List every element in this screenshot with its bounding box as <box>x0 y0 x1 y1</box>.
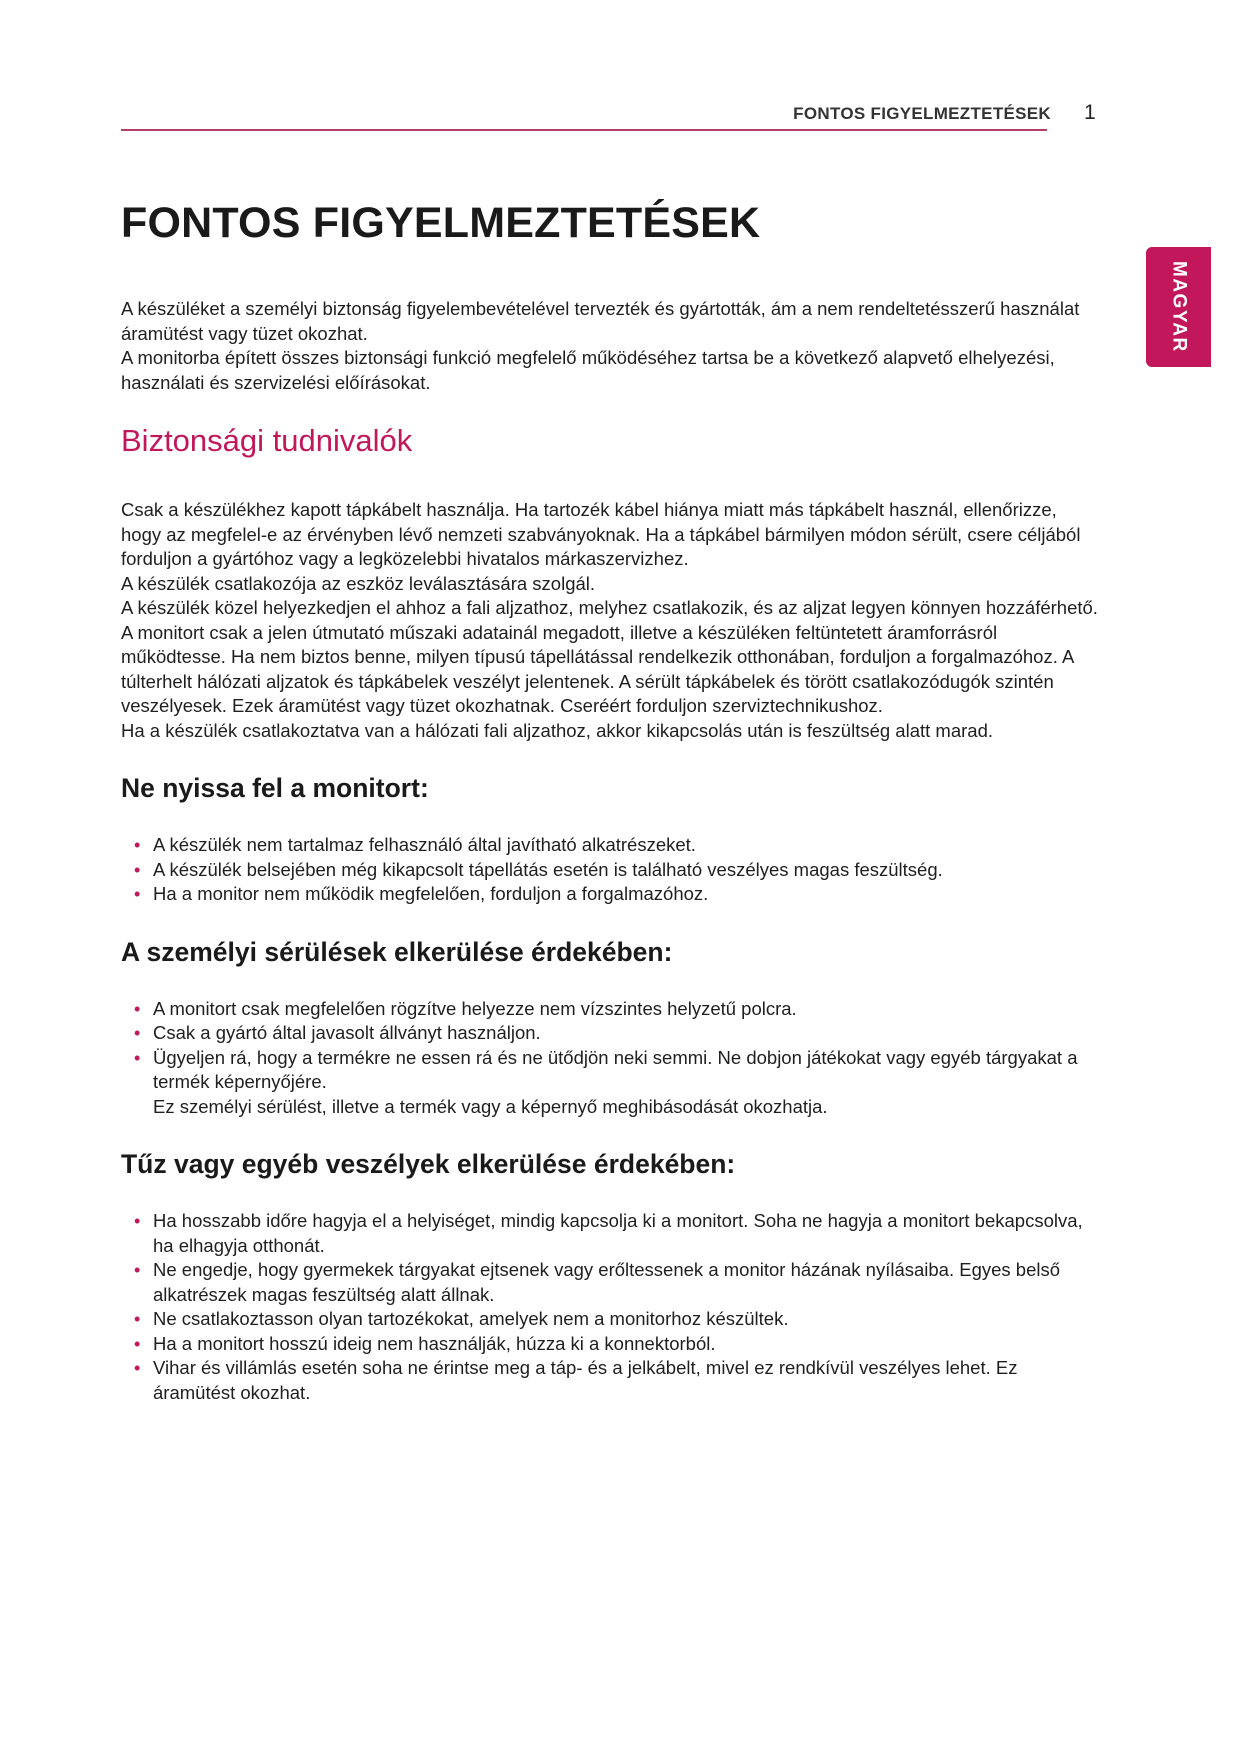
list-item-text: Ügyeljen rá, hogy a termékre ne essen rá és ne ütődjön neki semmi. Ne dobjon játékokat vagy egyéb tárgyakat a termék képernyőjére. <box>153 1046 1078 1092</box>
page-title: FONTOS FIGYELMEZTETÉSEK <box>121 199 761 247</box>
list-item: • Ha a monitort hosszú ideig nem használják, húzza ki a konnektorból. <box>153 1332 1101 1357</box>
intro-paragraph: A monitorba épített összes biztonsági funkció megfelelő működéséhez tartsa be a következő alapvető elhelyezési, használati és szervizelési előírásokat. <box>121 347 1055 393</box>
do-not-open-list <box>121 833 1101 907</box>
safety-paragraph: A monitort csak a jelen útmutató műszaki adatainál megadott, illetve a készüléken feltüntetett áramforrásról működtesse. Ha nem biztos benne, milyen típusú tápellátással rendelkezik otthonában, forduljon a forgalmazóhoz. A túlterhelt hálózati aljzatok és tápkábelek veszélyt jelentenek. A sérült tápkábelek és törött csatlakozódugók szintén veszélyesek. Ezek áramütést vagy tüzet okozhatnak. Cseréért forduljon szerviztechnikushoz. <box>121 621 1074 716</box>
intro-paragraph: A készüléket a személyi biztonság figyelembevételével tervezték és gyártották, ám a nem rendeltetésszerű használat áramütést vagy tüzet okozhat. <box>121 298 1080 344</box>
do-not-open-heading: Ne nyissa fel a monitort: <box>121 773 429 803</box>
list-item: • Ha hosszabb időre hagyja el a helyiséget, mindig kapcsolja ki a monitort. Soha ne hagyja a monitort bekapcsolva, ha elhagyja otthonát. <box>153 1209 1101 1258</box>
intro-block <box>121 297 1101 395</box>
list-item: • Vihar és villámlás esetén soha ne érintse meg a táp- és a jelkábelt, mivel ez rendkívül veszélyes lehet. Ez áramütést okozhat. <box>153 1356 1101 1405</box>
safety-paragraph: Ha a készülék csatlakoztatva van a hálózati fali aljzathoz, akkor kikapcsolás után is feszültség alatt marad. <box>121 719 993 741</box>
page-content <box>121 195 1101 1405</box>
safety-paragraph: Csak a készülékhez kapott tápkábelt használja. Ha tartozék kábel hiánya miatt más tápkábelt használ, ellenőrizze, hogy az megfelel-e az érvényben lévő nemzeti szabványoknak. Ha a tápkábel bármilyen módon sérült, csere céljából forduljon a gyártóhoz vagy a legközelebbi hivatalos márkaszervizhez. <box>121 499 1081 569</box>
list-item: • Ne csatlakoztasson olyan tartozékokat, amelyek nem a monitorhoz készültek. <box>153 1307 1101 1332</box>
safety-body <box>121 498 1101 743</box>
list-item-continuation: Ez személyi sérülést, illetve a termék vagy a képernyő meghibásodását okozhatja. <box>153 1095 828 1117</box>
running-header-title: FONTOS FIGYELMEZTETÉSEK <box>793 104 1051 123</box>
language-tab-label: MAGYAR <box>1168 261 1190 353</box>
list-item: • Csak a gyártó által javasolt állványt használjon. <box>153 1021 1101 1046</box>
list-item: • A készülék belsejében még kikapcsolt tápellátás esetén is található veszélyes magas feszültség. <box>153 858 1101 883</box>
language-tab <box>1146 247 1211 367</box>
header-divider <box>121 129 1047 131</box>
safety-paragraph: A készülék csatlakozója az eszköz leválasztására szolgál. <box>121 572 596 594</box>
list-item: • A készülék nem tartalmaz felhasználó által javítható alkatrészeket. <box>153 833 1101 858</box>
personal-injury-heading: A személyi sérülések elkerülése érdekében: <box>121 936 673 967</box>
personal-injury-list <box>121 997 1101 1120</box>
list-item: • Ha a monitor nem működik megfelelően, forduljon a forgalmazóhoz. <box>153 882 1101 907</box>
safety-heading: Biztonsági tudnivalók <box>121 423 413 458</box>
list-item <box>153 1046 1101 1120</box>
fire-hazards-heading: Tűz vagy egyéb veszélyek elkerülése érdekében: <box>121 1149 736 1179</box>
list-item: • Ne engedje, hogy gyermekek tárgyakat ejtsenek vagy erőltessenek a monitor házának nyílásaiba. Egyes belső alkatrészek magas feszültség alatt állnak. <box>153 1258 1101 1307</box>
page-number: 1 <box>1084 101 1096 124</box>
list-item: • A monitort csak megfelelően rögzítve helyezze nem vízszintes helyzetű polcra. <box>153 997 1101 1022</box>
fire-hazards-list <box>121 1209 1101 1405</box>
safety-paragraph: A készülék közel helyezkedjen el ahhoz a fali aljzathoz, melyhez csatlakozik, és az aljzat legyen könnyen hozzáférhető. <box>121 597 1098 618</box>
